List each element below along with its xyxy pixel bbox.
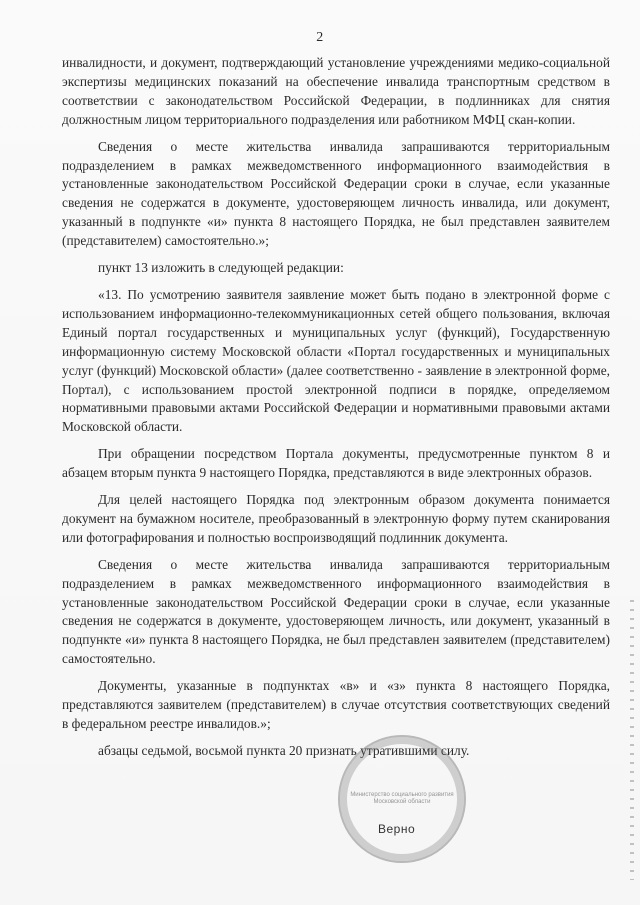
paragraph-item-20-repeal: абзацы седьмой, восьмой пункта 20 признать утратившими силу. xyxy=(98,742,470,758)
paragraph-electronic-image: Для целей настоящего Порядка под электронным образом документа понимается документ на бумажном носителе, преобразованный в электронную форму путем сканирования или фотографирования и полностью воспроизводящий подлинник документа. xyxy=(62,492,610,545)
paragraph-portal-documents: При обращении посредством Портала документы, предусмотренные пунктом 8 и абзацем вторым пункта 9 настоящего Порядка, представляются в виде электронных образов. xyxy=(62,446,610,481)
scan-margin-marks xyxy=(630,600,634,880)
document-body xyxy=(62,54,610,761)
official-seal xyxy=(338,735,466,863)
seal-text: Министерство социального развития Московской области xyxy=(350,792,454,805)
paragraph-residence-info-1: Сведения о месте жительства инвалида запрашиваются территориальным подразделением в рамках межведомственного информационного взаимодействия в установленные законодательством Российской Федерации сроки в случае, если указанные сведения не содержатся в документе, удостоверяющем личность инвалида, или документ, указанный в подпункте «и» пункта 8 настоящего Порядка, не был представлен заявителем (представителем) самостоятельно.»; xyxy=(62,138,610,249)
page-number: 2 xyxy=(316,30,324,45)
verno-stamp-label: Верно xyxy=(378,822,416,836)
paragraph-item-13: «13. По усмотрению заявителя заявление может быть подано в электронной форме с использованием информационно-телекоммуникационных сетей общего пользования, включая Единый портал государственных и муниципальных услуг (функций), Государственную информационную систему Московской области «Портал государственных и муниципальных услуг (функций) Московской области» (далее соответственно - заявление в электронной форме, Портал), с использованием простой электронной подписи в порядке, определяемом нормативными правовыми актами Российской Федерации и нормативными правовыми актами Московской области. xyxy=(62,286,610,435)
paragraph-documents-v-z: Документы, указанные в подпунктах «в» и «з» пункта 8 настоящего Порядка, представляются заявителем (представителем) в случае отсутствия соответствующих сведений в федеральном реестре инвалидов.»; xyxy=(62,678,610,731)
paragraph-continuation: инвалидности, и документ, подтверждающий установление учреждениями медико-социальной экспертизы медицинских показаний на обеспечение инвалида транспортным средством в соответствии с законодательством Российской Федерации, в подлинниках для снятия должностным лицом территориального подразделения или работником МФЦ скан-копии. xyxy=(62,55,610,127)
paragraph-residence-info-2: Сведения о месте жительства инвалида запрашиваются территориальным подразделением в рамках межведомственного информационного взаимодействия в установленные законодательством Российской Федерации сроки в случае, если указанные сведения не содержатся в документе, удостоверяющем личность, или документ, указанный в подпункте «и» пункта 8 настоящего Порядка, не был представлен заявителем (представителем) самостоятельно. xyxy=(62,556,610,667)
paragraph-amend-item-13: пункт 13 изложить в следующей редакции: xyxy=(98,260,344,276)
